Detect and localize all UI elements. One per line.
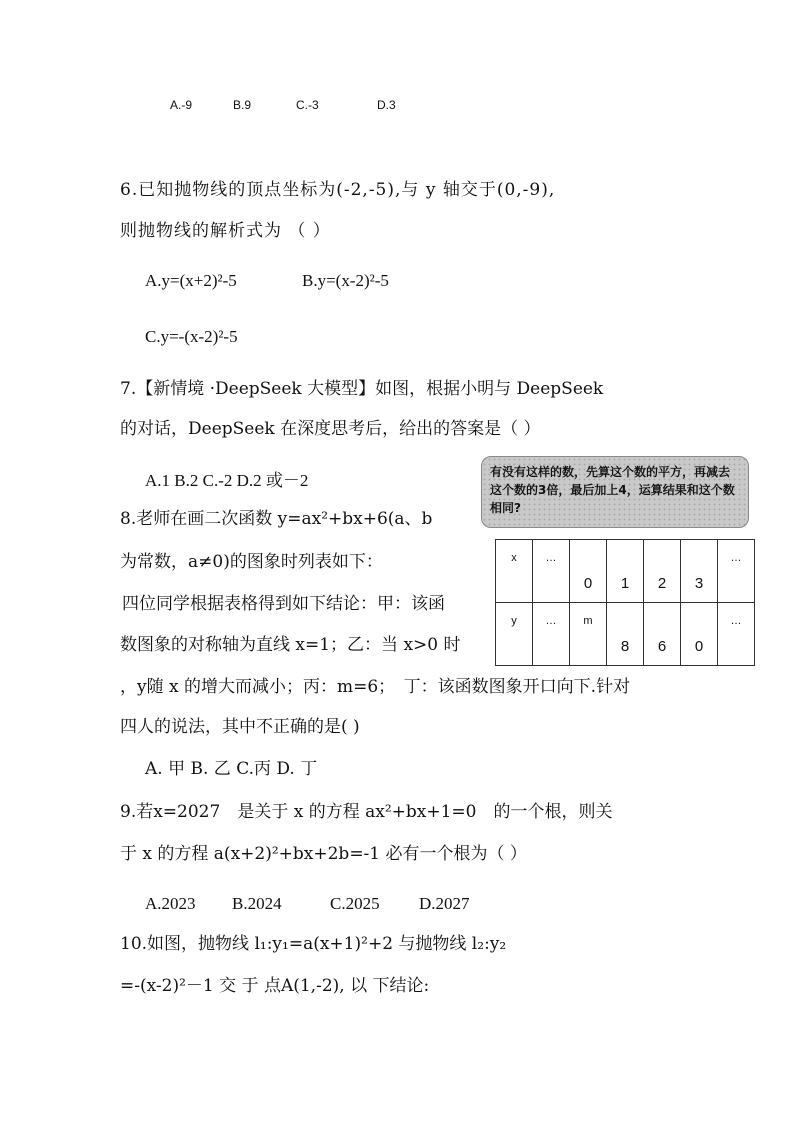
- q9-stem-line1: 9.若x=2027 是关于 x 的方程 ax²+bx+1=0 的一个根，则关: [120, 802, 613, 822]
- table-cell: 8: [607, 603, 644, 666]
- q5-option-c: C.-3: [296, 98, 319, 112]
- q8-stem-line6: 四人的说法，其中不正确的是( ): [120, 717, 360, 737]
- q5-option-d: D.3: [377, 98, 396, 112]
- q6-option-a: A.y=(x+2)²-5: [145, 271, 237, 290]
- q7-stem-line2: 的对话，DeepSeek 在深度思考后，给出的答案是（ ）: [120, 419, 541, 439]
- q6-option-b: B.y=(x-2)²-5: [302, 271, 389, 290]
- table-cell: m: [570, 603, 607, 666]
- q8-stem-line1: 8.老师在画二次函数 y=ax²+bx+6(a、b: [120, 509, 433, 529]
- q9-stem-line2: 于 x 的方程 a(x+2)²+bx+2b=-1 必有一个根为（ ）: [120, 844, 527, 864]
- q8-options: A. 甲 B. 乙 C.丙 D. 丁: [145, 759, 318, 779]
- q8-stem-line5: ，y随 x 的增大而减小；丙：m=6； 丁：该函数图象开口向下.针对: [120, 677, 631, 697]
- q8-stem-line2: 为常数，a≠0)的图象时列表如下：: [120, 552, 383, 572]
- q6-stem-line1: 6.已知抛物线的顶点坐标为(-2,-5),与 y 轴交于(0,-9),: [120, 180, 556, 200]
- table-cell: …: [533, 540, 570, 603]
- q9-option-b: B.2024: [232, 894, 282, 913]
- table-cell: …: [718, 540, 755, 603]
- table-cell: 2: [644, 540, 681, 603]
- table-row-x: [496, 540, 755, 603]
- q10-stem-line1: 10.如图，抛物线 l₁:y₁=a(x+1)²+2 与抛物线 l₂:y₂: [120, 934, 507, 954]
- table-cell: 1: [607, 540, 644, 603]
- table-cell: x: [496, 540, 533, 603]
- q7-options: A.1 B.2 C.-2 D.2 或－2: [145, 471, 309, 490]
- table-cell: y: [496, 603, 533, 666]
- function-value-table: [495, 539, 755, 666]
- q9-option-a: A.2023: [145, 894, 196, 913]
- table-cell: 0: [570, 540, 607, 603]
- q6-option-c: C.y=-(x-2)²-5: [145, 327, 238, 346]
- table-row-y: [496, 603, 755, 666]
- table-cell: …: [718, 603, 755, 666]
- q10-stem-line2: =-(x-2)²－1 交 于 点A(1,-2), 以 下结论:: [120, 976, 430, 996]
- q7-stem-line1: 7.【新情境 ·DeepSeek 大模型】如图，根据小明与 DeepSeek: [120, 379, 604, 399]
- q9-option-c: C.2025: [330, 894, 380, 913]
- chat-bubble-text: 有没有这样的数，先算这个数的平方，再减去这个数的3倍，最后加上4，运算结果和这个数相同?: [490, 465, 735, 515]
- table-cell: 3: [681, 540, 718, 603]
- table-cell: …: [533, 603, 570, 666]
- q5-option-b: B.9: [233, 98, 252, 112]
- q8-stem-line3: 四位同学根据表格得到如下结论：甲：该函: [122, 594, 445, 614]
- q5-option-a: A.-9: [170, 98, 193, 112]
- table-cell: 0: [681, 603, 718, 666]
- q9-option-d: D.2027: [419, 894, 470, 913]
- deepseek-chat-bubble: [481, 456, 749, 528]
- q8-stem-line4: 数图象的对称轴为直线 x=1；乙：当 x>0 时: [120, 635, 461, 655]
- q6-stem-line2: 则抛物线的解析式为 （ ）: [120, 221, 331, 241]
- table-cell: 6: [644, 603, 681, 666]
